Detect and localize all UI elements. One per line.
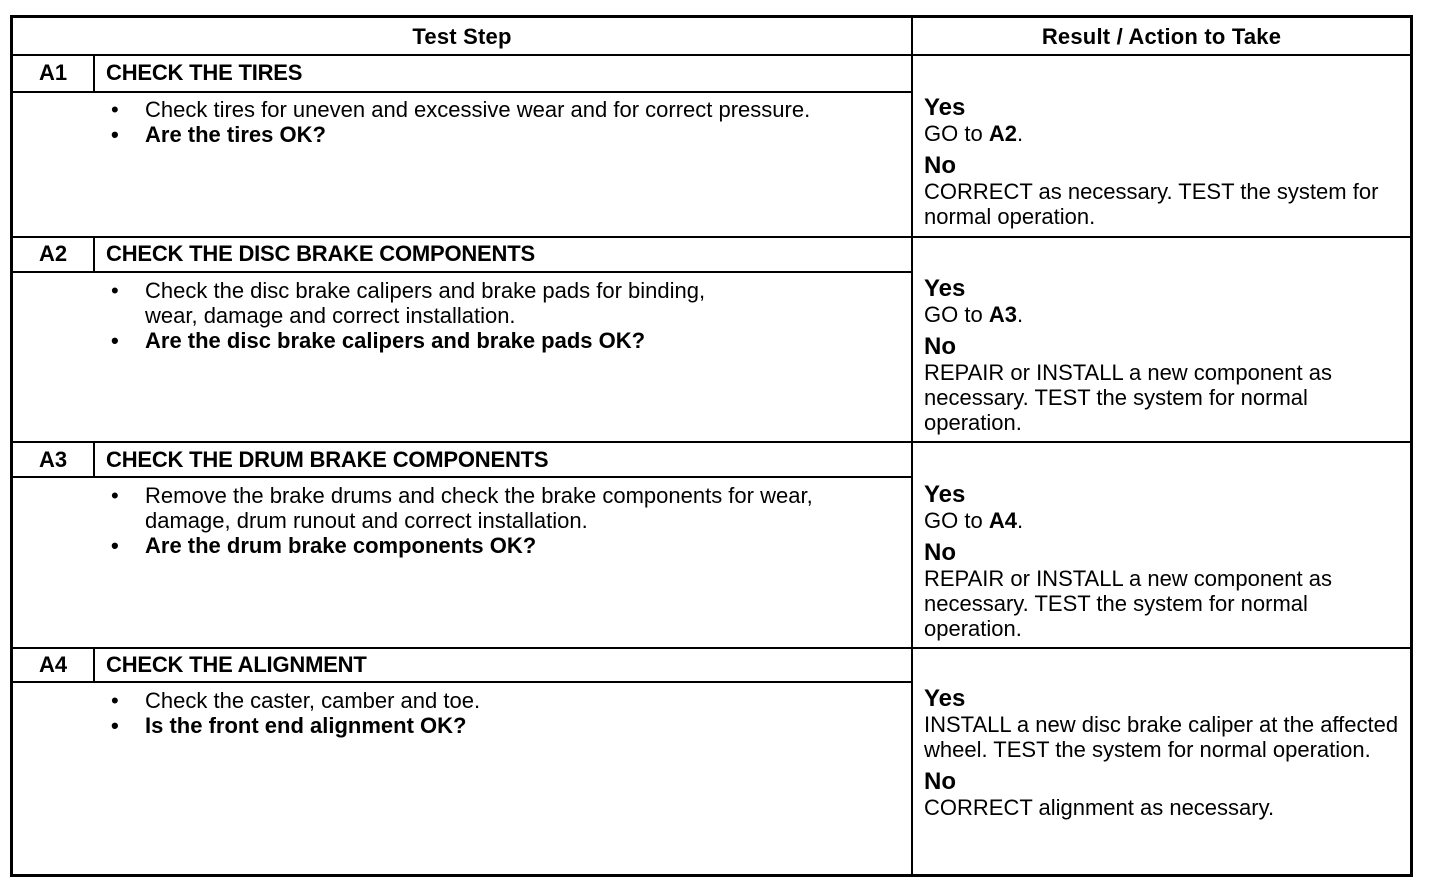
no-label: No	[924, 768, 956, 795]
row-divider	[13, 647, 1410, 649]
step-id: A1	[38, 60, 68, 85]
id-separator	[93, 441, 95, 477]
yes-target: A2	[988, 121, 1017, 146]
title-divider	[13, 476, 911, 478]
no-label: No	[924, 152, 956, 179]
step-question: • Is the front end alignment OK?	[103, 713, 893, 738]
no-label: No	[924, 539, 956, 566]
title-divider	[13, 91, 911, 93]
yes-label: Yes	[924, 685, 966, 712]
step-title: CHECK THE TIRES	[106, 60, 303, 85]
step-result	[924, 685, 1409, 826]
header-test-step: Test Step	[412, 24, 512, 49]
yes-action: GO to A3.	[924, 302, 1024, 327]
instruction-item: • Check the caster, camber and toe.	[103, 688, 893, 713]
step-question: • Are the drum brake components OK?	[103, 533, 893, 558]
column-divider	[911, 18, 913, 874]
yes-action: INSTALL a new disc brake caliper at the affected wheel. TEST the system for normal operation.	[924, 712, 1399, 762]
step-id: A4	[38, 652, 68, 677]
no-action: CORRECT as necessary. TEST the system for normal operation.	[924, 179, 1379, 229]
header-divider	[13, 54, 1410, 56]
instruction-item: • Check tires for uneven and excessive wear and for correct pressure.	[103, 97, 893, 122]
yes-label: Yes	[924, 481, 966, 508]
step-instructions	[103, 688, 893, 738]
row-divider	[13, 236, 1410, 238]
no-label: No	[924, 333, 956, 360]
step-result	[924, 481, 1409, 647]
id-separator	[93, 54, 95, 92]
step-question: • Are the tires OK?	[103, 122, 893, 147]
instruction-item: • Remove the brake drums and check the brake components for wear, damage, drum runout and correct installation.	[103, 483, 893, 533]
yes-target: A4	[988, 508, 1017, 533]
diagnostic-table	[10, 15, 1413, 877]
step-title: CHECK THE DISC BRAKE COMPONENTS	[106, 241, 535, 266]
title-divider	[13, 681, 911, 683]
step-id: A2	[38, 241, 68, 266]
row-divider	[13, 441, 1410, 443]
no-action: CORRECT alignment as necessary.	[924, 795, 1275, 820]
yes-target: A3	[988, 302, 1017, 327]
step-instructions	[103, 97, 893, 147]
id-separator	[93, 236, 95, 272]
title-divider	[13, 271, 911, 273]
yes-label: Yes	[924, 275, 966, 302]
id-separator	[93, 647, 95, 682]
step-title: CHECK THE ALIGNMENT	[106, 652, 367, 677]
no-action: REPAIR or INSTALL a new component as necessary. TEST the system for normal operation.	[924, 360, 1332, 435]
step-result	[924, 94, 1409, 235]
yes-action: GO to A4.	[924, 508, 1024, 533]
step-question: • Are the disc brake calipers and brake pads OK?	[103, 328, 743, 353]
step-id: A3	[38, 447, 68, 472]
step-result	[924, 275, 1409, 441]
step-title: CHECK THE DRUM BRAKE COMPONENTS	[106, 447, 549, 472]
yes-action: GO to A2.	[924, 121, 1024, 146]
yes-label: Yes	[924, 94, 966, 121]
header-result: Result / Action to Take	[1041, 24, 1282, 49]
step-instructions	[103, 483, 893, 558]
step-instructions	[103, 278, 743, 353]
no-action: REPAIR or INSTALL a new component as necessary. TEST the system for normal operation.	[924, 566, 1332, 641]
instruction-item: • Check the disc brake calipers and brake pads for binding, wear, damage and correct installation.	[103, 278, 743, 328]
